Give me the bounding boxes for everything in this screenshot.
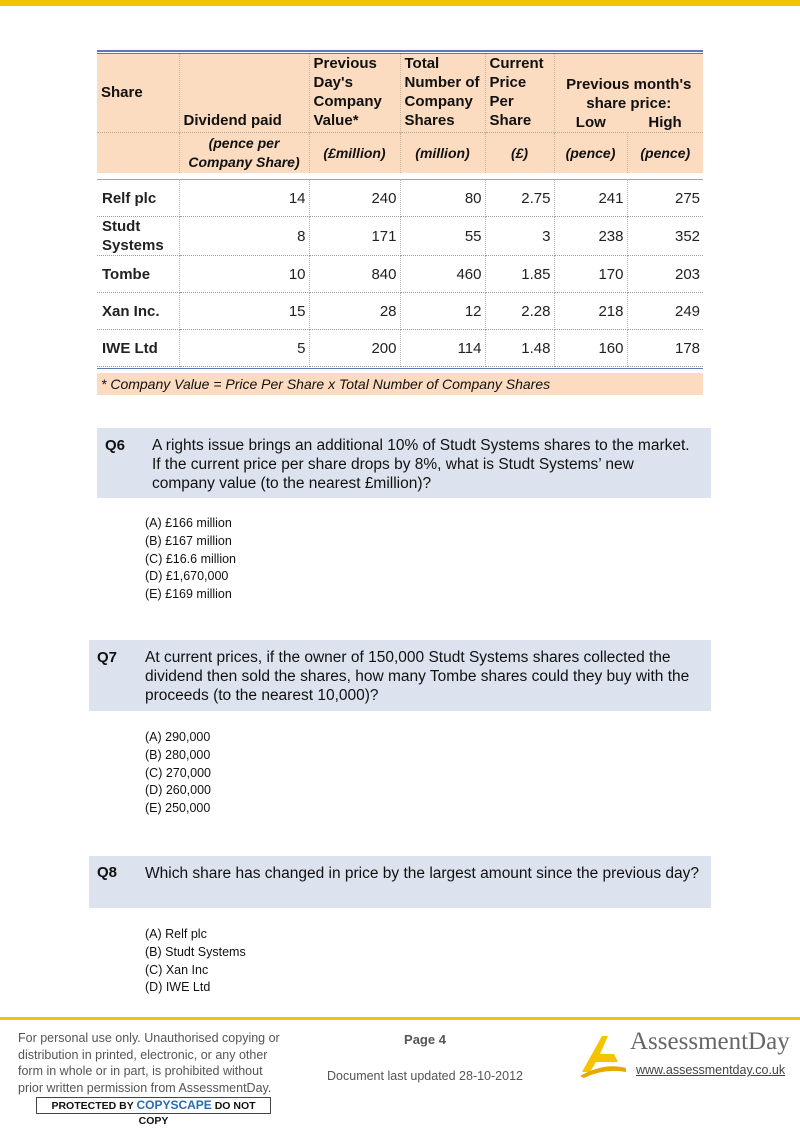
option-q8-d[interactable]: (D) IWE Ltd <box>145 980 211 995</box>
header-prev-month: Previous month's share price: Low High <box>554 54 703 133</box>
footer-accent-bar <box>0 1017 800 1020</box>
unit-current-price: (£) <box>485 133 554 174</box>
option-q8-a[interactable]: (A) Relf plc <box>145 927 207 941</box>
unit-total-shares: (million) <box>400 133 485 174</box>
question-text-q8: Which share has changed in price by the largest amount since the previous day? <box>145 865 700 882</box>
unit-dividend: (pence per Company Share) <box>179 133 309 174</box>
cell-value: 840 <box>309 256 400 293</box>
assessmentday-logo-text: AssessmentDay <box>630 1028 790 1055</box>
share-data-table <box>97 50 703 395</box>
unit-high: (pence) <box>627 133 703 174</box>
cell-high: 352 <box>627 217 703 256</box>
unit-share <box>97 133 179 174</box>
option-q8-c[interactable]: (C) Xan Inc <box>145 962 209 977</box>
cell-price: 3 <box>485 217 554 256</box>
cell-shares: 12 <box>400 293 485 330</box>
table-footnote: * Company Value = Price Per Share x Total Number of Company Shares <box>97 373 703 395</box>
cell-shares: 80 <box>400 180 485 217</box>
cell-dividend: 14 <box>179 180 309 217</box>
website-link[interactable]: www.assessmentday.co.uk <box>636 1063 786 1077</box>
cell-shares: 114 <box>400 330 485 367</box>
option-q8-b[interactable]: (B) Studt Systems <box>145 944 246 959</box>
cell-high: 275 <box>627 180 703 217</box>
question-number-q7: Q7 <box>97 649 118 666</box>
option-q6-d[interactable]: (D) £1,670,000 <box>145 569 229 584</box>
question-text-q7: At current prices, if the owner of 150,000 Studt Systems shares collected the dividend then sold the shares, how many Tombe shares could they buy with the proceeds (to the nearest 10,000)? <box>145 649 690 704</box>
cell-share: Tombe <box>97 256 179 293</box>
cell-dividend: 15 <box>179 293 309 330</box>
option-q7-a[interactable]: (A) 290,000 <box>145 730 211 744</box>
assessmentday-logo-icon <box>578 1032 628 1078</box>
option-q6-a[interactable]: (A) £166 million <box>145 516 232 530</box>
header-prev-value: Previous Day's Company Value* <box>309 54 400 133</box>
cell-share: Studt Systems <box>97 217 179 256</box>
cell-high: 178 <box>627 330 703 367</box>
cell-low: 160 <box>554 330 627 367</box>
option-q6-c[interactable]: (C) £16.6 million <box>145 551 237 566</box>
header-high: High <box>648 114 682 131</box>
table-row <box>97 330 703 367</box>
table-bottom-rule <box>97 368 703 369</box>
option-q7-e[interactable]: (E) 250,000 <box>145 801 211 816</box>
table-row <box>97 293 703 330</box>
cell-low: 238 <box>554 217 627 256</box>
cell-value: 28 <box>309 293 400 330</box>
cell-share: IWE Ltd <box>97 330 179 367</box>
option-q7-b[interactable]: (B) 280,000 <box>145 747 211 762</box>
options-q8 <box>145 926 246 997</box>
cell-low: 170 <box>554 256 627 293</box>
cell-share: Xan Inc. <box>97 293 179 330</box>
cell-price: 2.75 <box>485 180 554 217</box>
cell-price: 1.48 <box>485 330 554 367</box>
cell-high: 249 <box>627 293 703 330</box>
question-text-q6: A rights issue brings an additional 10% of Studt Systems shares to the market. If the current price per share drops by 8%, what is Studt Systems’ new company value (to the nearest £million)? <box>152 437 690 492</box>
cell-price: 2.28 <box>485 293 554 330</box>
cell-value: 171 <box>309 217 400 256</box>
table-row <box>97 180 703 217</box>
top-accent-bar <box>0 0 800 6</box>
cell-low: 218 <box>554 293 627 330</box>
cell-shares: 55 <box>400 217 485 256</box>
cell-high: 203 <box>627 256 703 293</box>
cell-price: 1.85 <box>485 256 554 293</box>
option-q6-b[interactable]: (B) £167 million <box>145 533 232 548</box>
header-dividend: Dividend paid <box>179 54 309 133</box>
option-q7-d[interactable]: (D) 260,000 <box>145 783 212 798</box>
cell-dividend: 5 <box>179 330 309 367</box>
header-total-shares: Total Number of Company Shares <box>400 54 485 133</box>
question-number-q6: Q6 <box>105 437 126 454</box>
unit-low: (pence) <box>554 133 627 174</box>
unit-prev-value: (£million) <box>309 133 400 174</box>
question-number-q8: Q8 <box>97 864 118 881</box>
table-row <box>97 217 703 256</box>
options-q7 <box>145 729 211 818</box>
options-q6 <box>145 515 236 604</box>
cell-value: 240 <box>309 180 400 217</box>
copyscape-badge[interactable]: PROTECTED BY COPYSCAPE DO NOT COPY <box>36 1097 271 1114</box>
header-share: Share <box>97 54 179 133</box>
legal-notice: For personal use only. Unauthorised copying or distribution in printed, electronic, or any other form in whole or in part, is prohibited without prior written permission from AssessmentDay. <box>18 1031 280 1095</box>
table-row <box>97 256 703 293</box>
cell-share: Relf plc <box>97 180 179 217</box>
cell-low: 241 <box>554 180 627 217</box>
cell-dividend: 8 <box>179 217 309 256</box>
page-number: Page 4 <box>404 1032 446 1047</box>
last-updated: Document last updated 28-10-2012 <box>327 1069 523 1083</box>
header-low: Low <box>575 114 606 131</box>
cell-shares: 460 <box>400 256 485 293</box>
header-current-price: Current Price Per Share <box>485 54 554 133</box>
option-q7-c[interactable]: (C) 270,000 <box>145 765 212 780</box>
cell-dividend: 10 <box>179 256 309 293</box>
cell-value: 200 <box>309 330 400 367</box>
option-q6-e[interactable]: (E) £169 million <box>145 587 232 602</box>
table-top-rule <box>97 50 703 52</box>
